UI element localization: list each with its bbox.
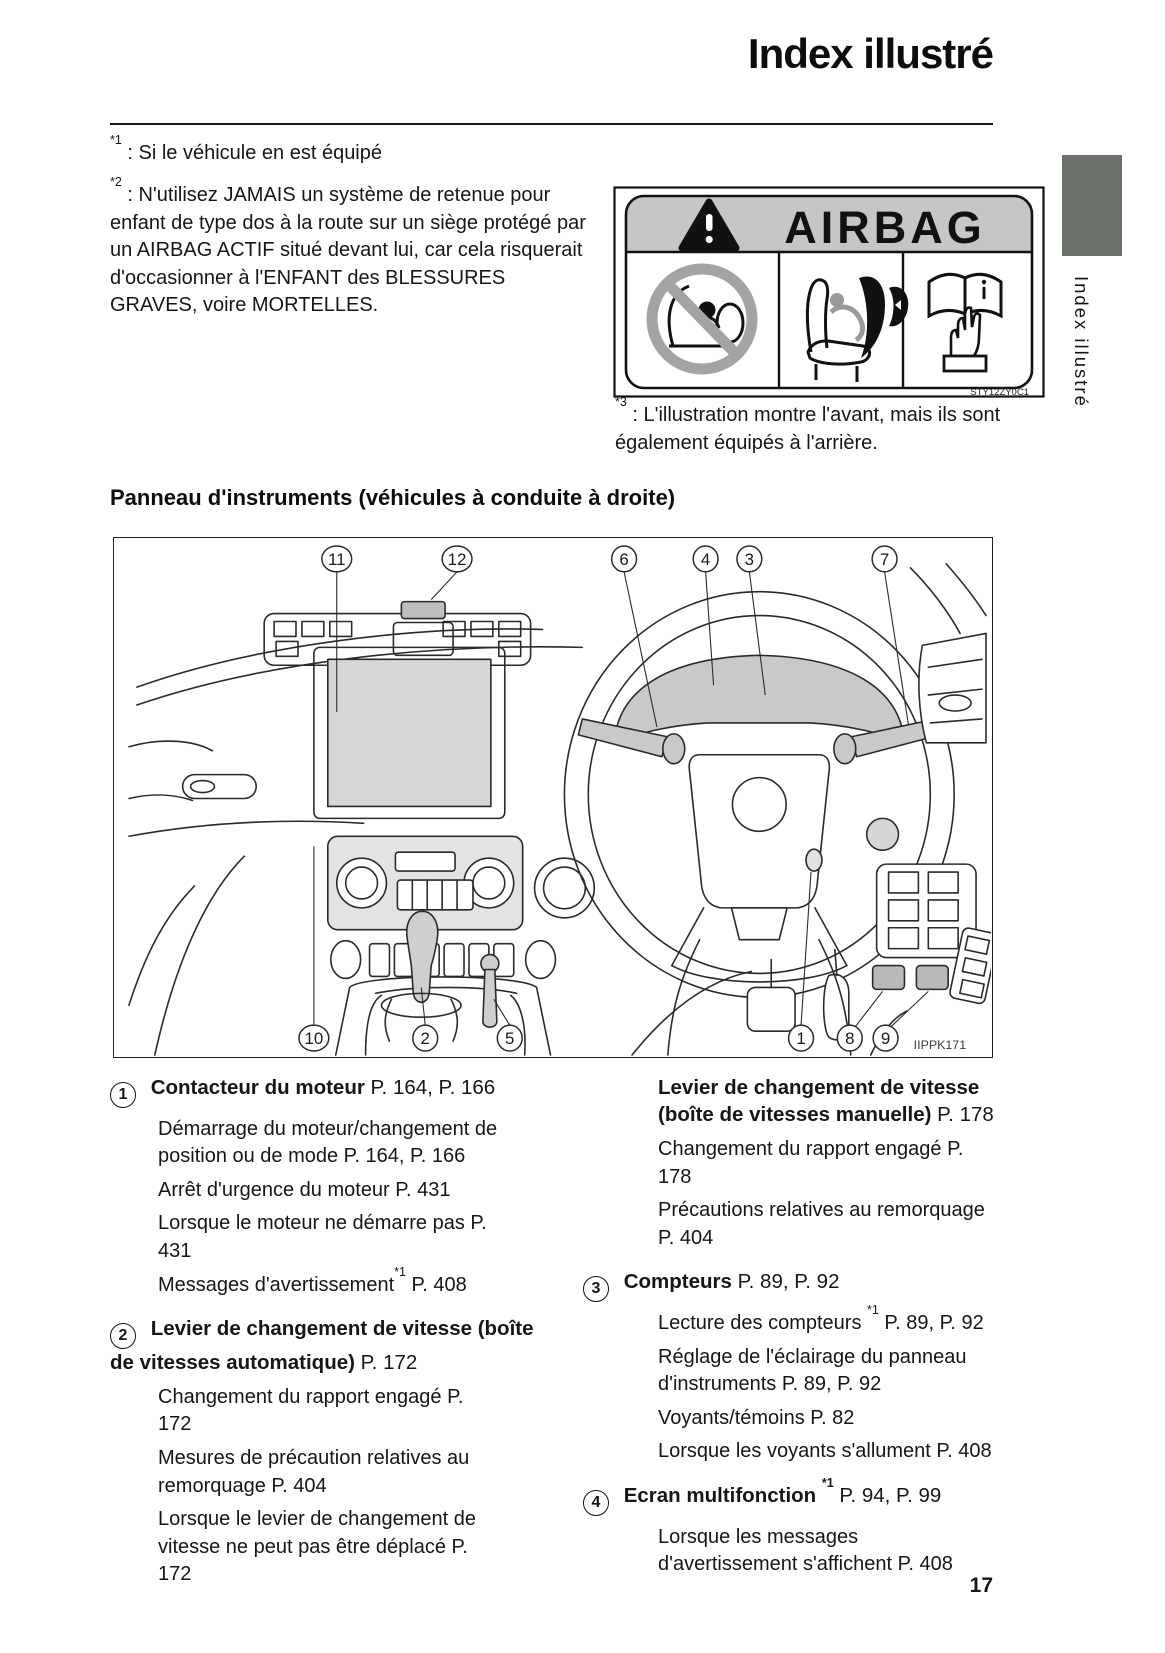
item-4-line: Lorsque les messages d'avertissement s'affichent P. 408 <box>658 1525 953 1576</box>
svg-text:5: 5 <box>505 1029 515 1049</box>
switch-8 <box>873 966 905 990</box>
item-4-heading: 4 Ecran multifonction $^{*1}$ P. 94, P. 99 <box>622 1482 982 1516</box>
item-3-line: Lorsque les voyants s'allument P. 408 <box>658 1440 992 1463</box>
item-1-line: Arrêt d'urgence du moteur P. 431 <box>158 1178 451 1201</box>
footnote-3-text: : L'illustration montre l'avant, mais ils sont également équipés à l'arrière. <box>615 404 1001 454</box>
callout-number-3: 3 <box>583 1276 609 1302</box>
item-1-line: Démarrage du moteur/changement de position ou de mode P. 164, P. 166 <box>158 1117 498 1168</box>
airbag-label-title: AIRBAG <box>784 202 986 253</box>
item-2-line: Lorsque le levier de changement de vitesse ne peut pas être déplacé P. 172 <box>158 1508 476 1586</box>
svg-text:8: 8 <box>845 1029 855 1049</box>
item-2b-line: Changement du rapport engagé P. 178 <box>658 1138 964 1188</box>
item-2-line: Mesures de précaution relatives au remorquage P. 404 <box>158 1446 470 1497</box>
section-heading: Panneau d'instruments (véhicules à conduite à droite) <box>110 485 676 510</box>
svg-text:11: 11 <box>327 549 346 569</box>
item-1-line: Messages d'avertissement$^{*1}$ P. 408 <box>158 1264 467 1296</box>
callout-number-1: 1 <box>110 1082 136 1108</box>
svg-text:7: 7 <box>879 549 890 569</box>
left-column <box>110 1070 540 1595</box>
page-number: 17 <box>969 1574 993 1597</box>
footnote-1-text: : Si le véhicule en est équipé <box>127 142 382 164</box>
instrument-cluster <box>614 655 904 742</box>
brake-pedal <box>747 987 795 1031</box>
item-2-line: Changement du rapport engagé P. 172 <box>158 1385 464 1436</box>
right-column <box>583 1070 1003 1585</box>
callout-number-4: 4 <box>583 1490 609 1516</box>
chapter-tab <box>1062 155 1122 256</box>
door-handle <box>183 775 257 799</box>
svg-text:3: 3 <box>744 549 755 569</box>
item-2b-line: Précautions relatives au remorquage P. 404 <box>658 1199 985 1249</box>
title-rule <box>110 123 993 125</box>
chapter-tab-label: Index illustré <box>1071 276 1092 408</box>
label-code: STY12ZY0C1 <box>970 387 1029 398</box>
page-title: Index illustré <box>747 30 993 77</box>
footnote-1 <box>110 133 590 168</box>
item-1-line: Lorsque le moteur ne démarre pas P. 431 <box>158 1212 487 1262</box>
svg-text:10: 10 <box>304 1029 324 1049</box>
footnote-2 <box>110 175 588 320</box>
airbag-label-art <box>613 186 1045 398</box>
callout-number-2: 2 <box>110 1323 136 1349</box>
footnote-2-text: : N'utilisez JAMAIS un système de retenue pour enfant de type dos à la route sur un siège protégé par un AIRBAG ACTIF situé devant lui, car cela risquerait d'occasionner à l'ENFANT des BLESSURES GRAVES, voire MORTELLES. <box>110 184 586 317</box>
svg-text:2: 2 <box>420 1029 430 1049</box>
svg-text:1: 1 <box>796 1029 806 1049</box>
item-3-line: Réglage de l'éclairage du panneau d'instruments P. 89, P. 92 <box>658 1345 967 1396</box>
footnote-2-marker: *2 <box>110 175 122 190</box>
transfer-lever <box>483 970 497 1028</box>
item-3-line: Lecture des compteurs $^{*1}$ P. 89, P. 92 <box>658 1303 984 1335</box>
footnote-3-marker: *3 <box>615 395 627 410</box>
figure-code: IIPPK171 <box>913 1038 967 1053</box>
item-1-heading: 1 Contacteur du moteur P. 164, P. 166 <box>110 1074 540 1108</box>
dashboard-art <box>114 538 991 1056</box>
right-vent <box>919 633 986 742</box>
engine-switch <box>806 849 822 871</box>
display-screen <box>328 659 491 806</box>
airbag-warning-label <box>613 186 1045 398</box>
svg-text:6: 6 <box>619 549 629 569</box>
item-2b-heading: Levier de changement de vitesse (boîte de vitesses manuelle) P. 178 <box>658 1076 994 1127</box>
footnote-1-marker: *1 <box>110 133 122 148</box>
svg-text:4: 4 <box>700 549 711 569</box>
switch-9 <box>916 966 948 990</box>
hazard-switch <box>401 602 445 619</box>
item-2-heading: 2 Levier de changement de vitesse (boîte de vitesses automatique) P. 172 <box>110 1317 534 1374</box>
svg-text:9: 9 <box>880 1029 891 1049</box>
item-3-heading: 3 Compteurs P. 89, P. 92 <box>622 1268 982 1302</box>
dashboard-diagram <box>113 537 993 1058</box>
footnote-3 <box>615 395 1015 457</box>
svg-text:12: 12 <box>447 549 467 569</box>
item-3-line: Voyants/témoins P. 82 <box>658 1406 855 1429</box>
